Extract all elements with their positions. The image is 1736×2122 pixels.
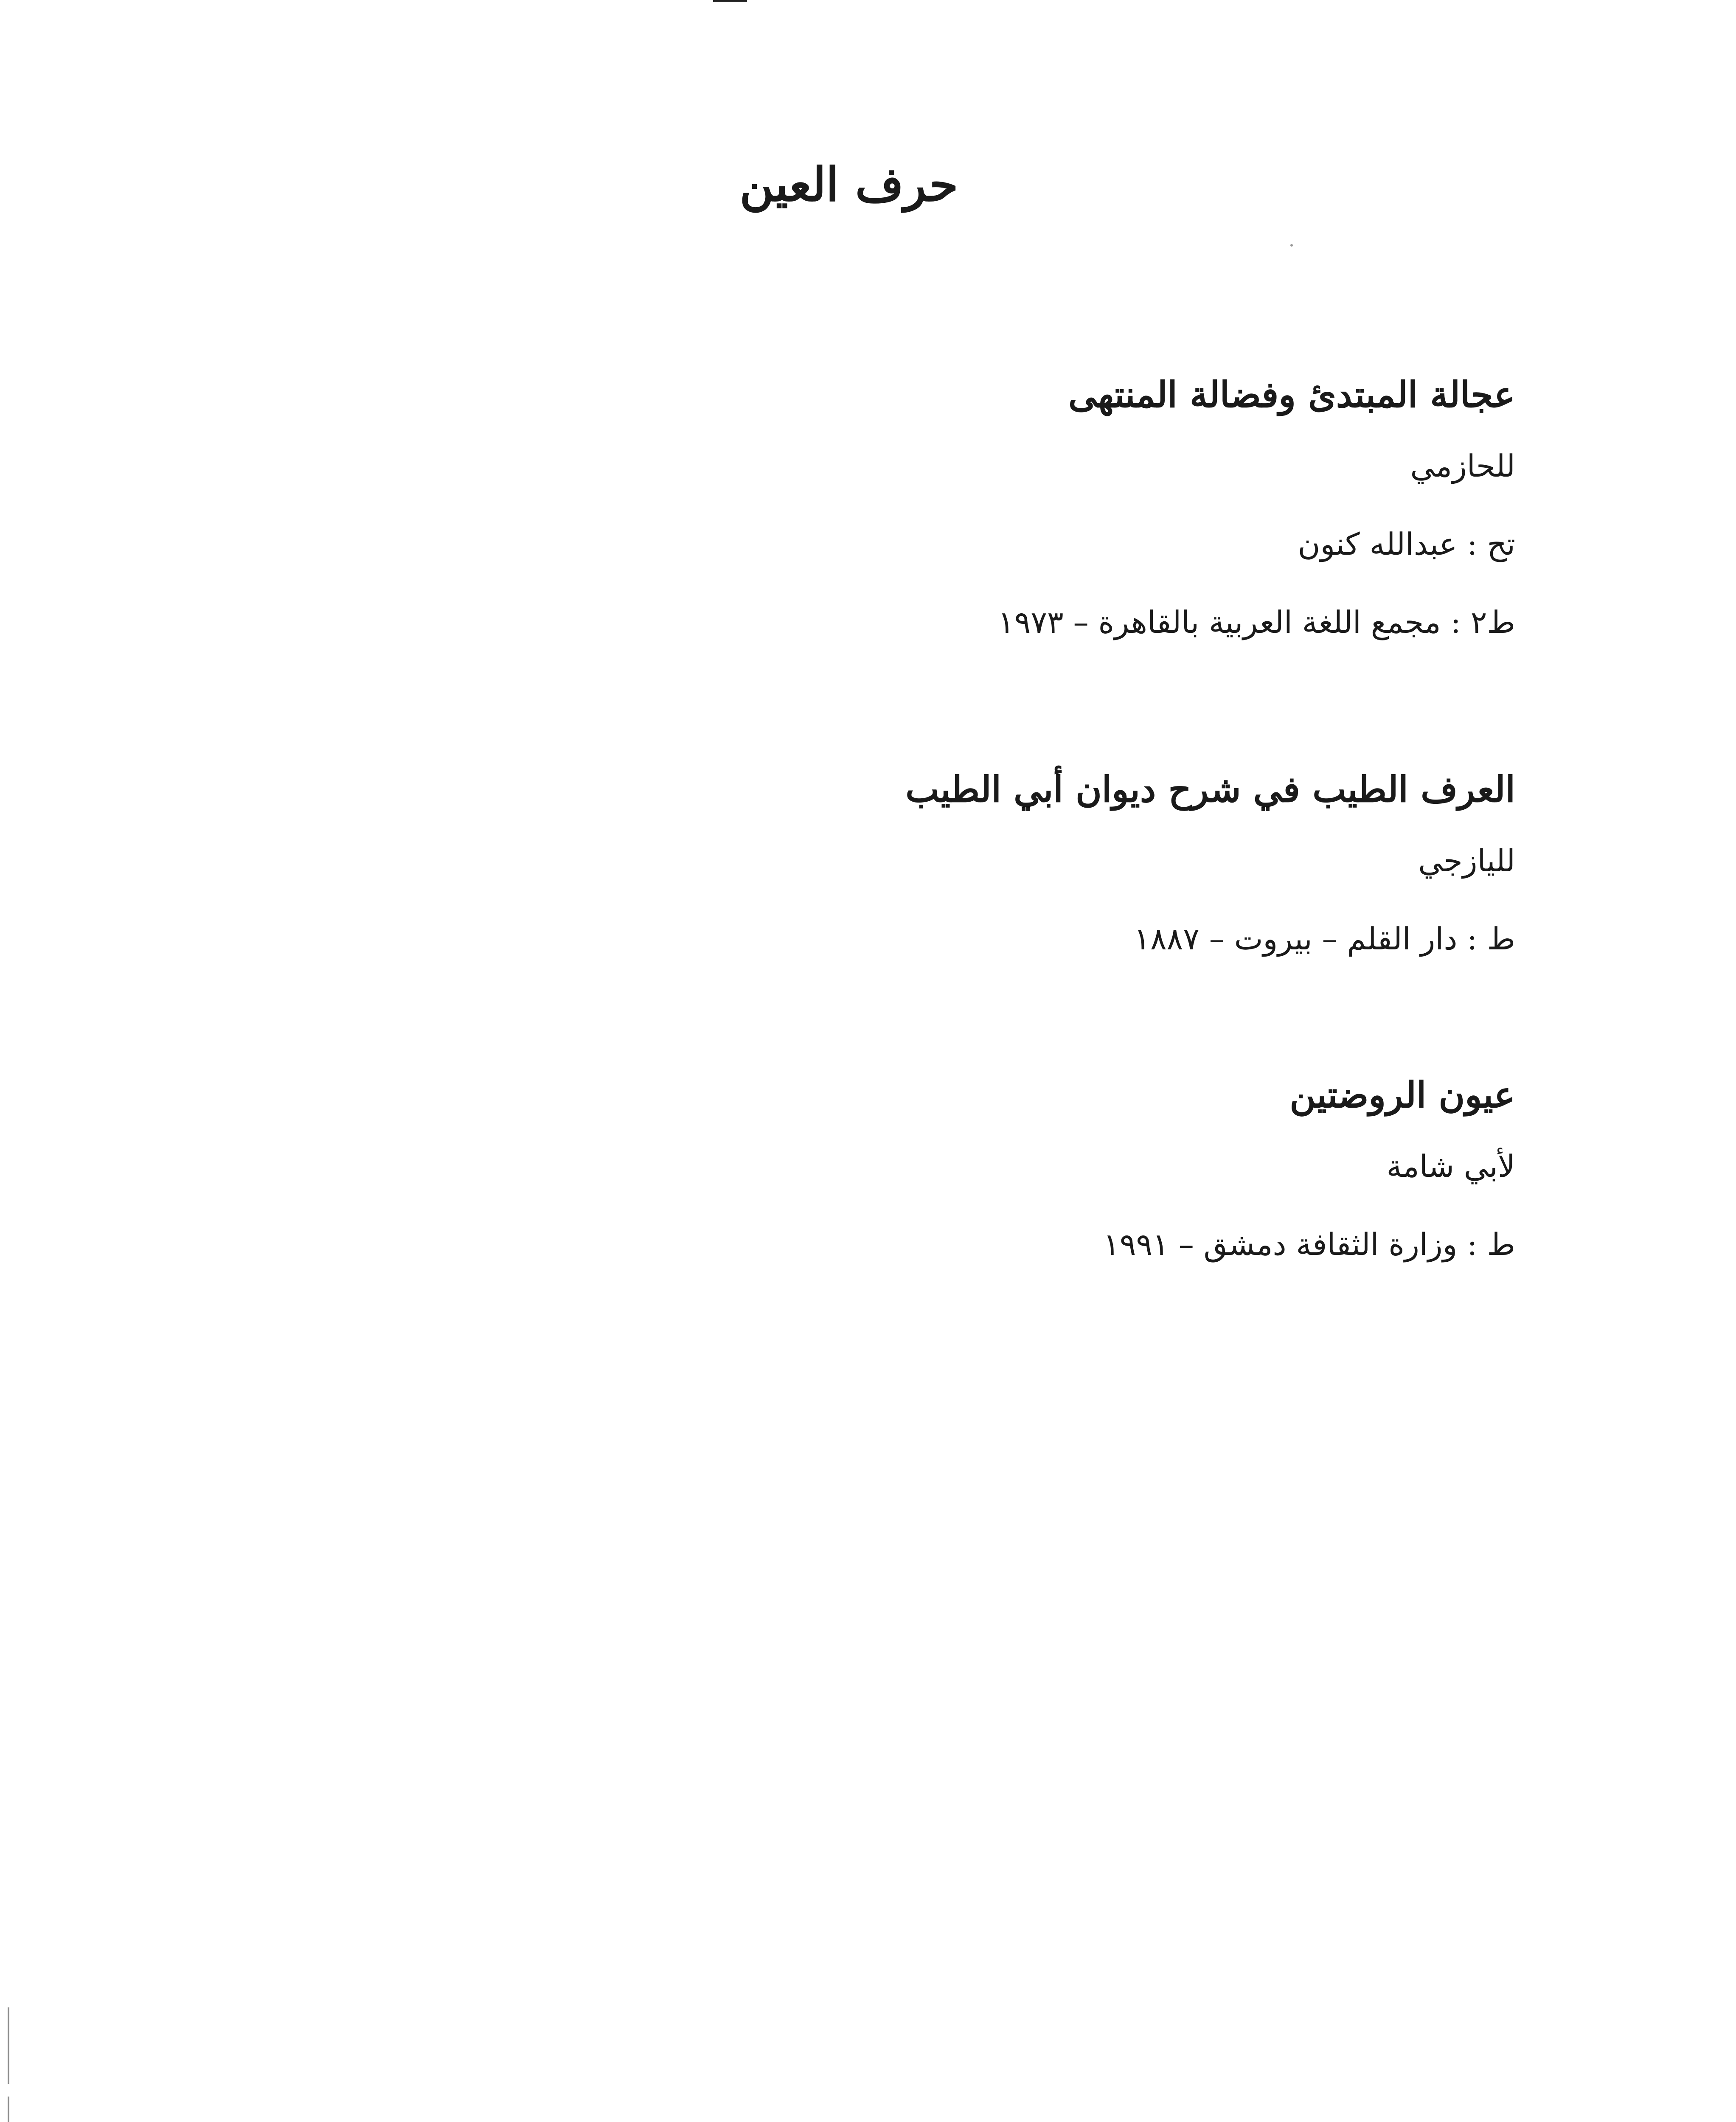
scan-mark-top	[713, 0, 747, 2]
bibliography-entry	[666, 764, 1515, 996]
entry-title: عجالة المبتدئ وفضالة المنتهى	[1068, 373, 1515, 415]
bibliography-entry	[666, 369, 1515, 679]
entry-publication: ط : وزارة الثقافة دمشق – ١٩٩١	[1103, 1227, 1515, 1262]
bibliography-entry	[666, 1069, 1515, 1301]
entry-title: عيون الروضتين	[1289, 1074, 1515, 1116]
entry-publication: ط : دار القلم – بيروت – ١٨٨٧	[1134, 921, 1515, 957]
entry-publication: ط٢ : مجمع اللغة العربية بالقاهرة – ١٩٧٣	[998, 604, 1515, 640]
entry-author: لأبي شامة	[1386, 1148, 1515, 1184]
entry-author: للحازمي	[1410, 448, 1515, 484]
page-heading: حرف العين	[739, 157, 958, 212]
entry-editor: تح : عبدالله كنون	[1298, 526, 1515, 562]
scan-speck	[1290, 244, 1293, 247]
scan-margin-line	[8, 2007, 9, 2084]
entry-author: لليازجي	[1418, 843, 1515, 879]
scan-margin-line	[8, 2097, 9, 2122]
entry-title: العرف الطيب في شرح ديوان أبي الطيب	[905, 768, 1515, 810]
